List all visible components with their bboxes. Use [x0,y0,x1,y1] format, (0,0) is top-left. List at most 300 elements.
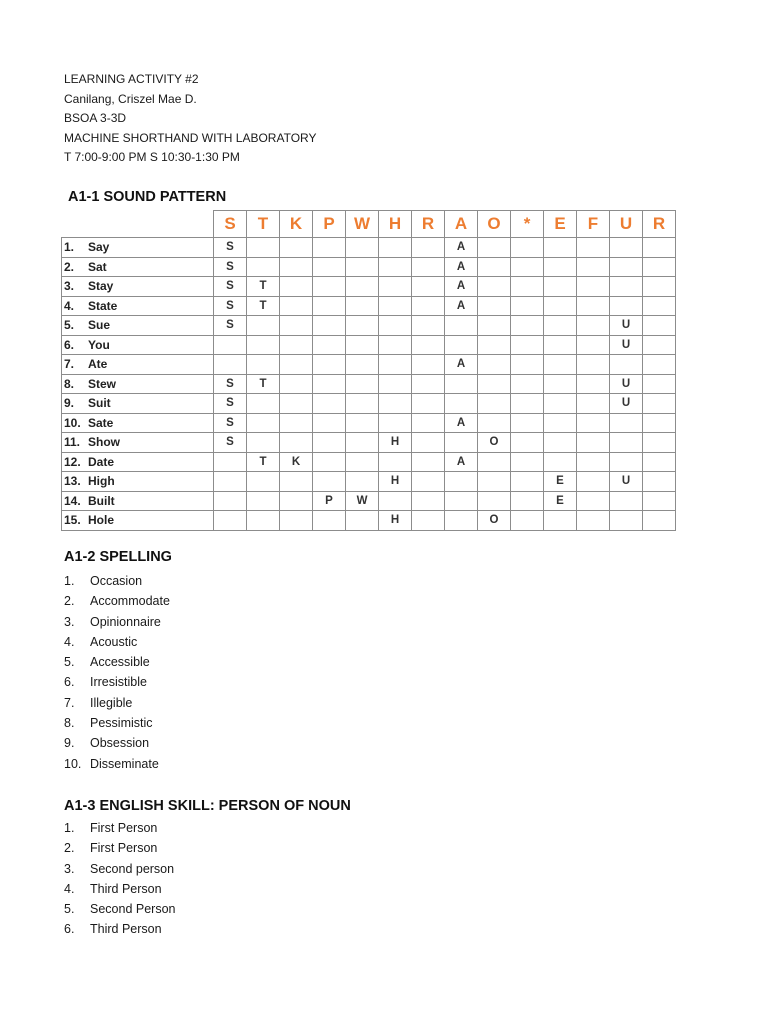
key-cell [511,355,544,375]
key-cell: U [610,472,643,492]
key-cell: A [445,257,478,277]
key-cell: S [214,277,247,297]
key-cell: S [214,316,247,336]
key-cell: E [544,472,577,492]
key-cell [247,238,280,258]
row-number: 3. [64,279,75,294]
key-cell [346,316,379,336]
key-cell [247,257,280,277]
key-cell [478,452,511,472]
list-number: 4. [64,634,75,649]
key-cell [445,374,478,394]
key-cell [478,238,511,258]
list-number: 6. [64,675,75,690]
key-cell [280,355,313,375]
word-cell [62,452,214,472]
key-header-cell: P [313,211,346,238]
list-number: 8. [64,716,75,731]
person-of-noun-title: A1-3 ENGLISH SKILL: PERSON OF NOUN [64,798,351,814]
word-cell [62,394,214,414]
key-header-cell: E [544,211,577,238]
key-cell [478,277,511,297]
key-cell [313,257,346,277]
key-cell [247,511,280,531]
key-cell: T [247,296,280,316]
key-cell [379,257,412,277]
key-cell [511,335,544,355]
person-of-noun-list [64,818,175,940]
list-text: Third Person [90,922,162,937]
key-cell [412,452,445,472]
key-cell [478,394,511,414]
key-header-cell: R [412,211,445,238]
list-text: Third Person [90,881,162,896]
row-number: 6. [64,337,75,352]
key-cell [280,394,313,414]
key-cell [577,472,610,492]
word-label: Suit [88,396,111,411]
key-cell: S [214,296,247,316]
key-cell: A [445,452,478,472]
word-label: State [88,298,118,313]
key-cell [544,394,577,414]
word-label: Stay [88,279,114,294]
list-text: Pessimistic [90,716,153,731]
key-cell [577,257,610,277]
list-number: 5. [64,655,75,670]
key-cell [478,355,511,375]
key-cell [544,238,577,258]
list-number: 7. [64,695,75,710]
key-cell: S [214,413,247,433]
list-number: 1. [64,821,75,835]
key-cell [643,433,676,453]
key-cell [346,413,379,433]
key-cell: A [445,413,478,433]
key-cell [511,511,544,531]
list-item [64,571,170,591]
word-cell [62,472,214,492]
key-cell [577,452,610,472]
list-text: Second person [90,861,175,876]
key-cell [412,335,445,355]
key-cell [544,296,577,316]
key-cell [445,472,478,492]
list-item [64,818,175,838]
key-cell [610,277,643,297]
schedule: T 7:00-9:00 PM S 10:30-1:30 PM [64,150,240,164]
list-text: First Person [90,821,158,835]
key-cell [379,374,412,394]
key-cell [544,511,577,531]
key-cell [379,296,412,316]
student-name: Canilang, Criszel Mae D. [64,91,197,106]
key-cell: E [544,491,577,511]
word-label: Sat [88,259,107,274]
key-cell [544,335,577,355]
key-cell [511,433,544,453]
key-cell [577,374,610,394]
key-cell [412,296,445,316]
table-row [62,316,676,336]
key-header-cell: * [511,211,544,238]
list-number: 9. [64,736,75,751]
row-number: 13. [64,474,81,489]
key-cell [577,335,610,355]
key-cell [280,413,313,433]
key-cell [643,452,676,472]
key-cell [379,452,412,472]
list-number: 6. [64,922,75,937]
word-cell [62,238,214,258]
key-cell [247,316,280,336]
key-header-cell: S [214,211,247,238]
list-text: Opinionnaire [90,614,161,629]
key-cell [214,335,247,355]
table-row [62,452,676,472]
key-cell [577,433,610,453]
key-header-cell: K [280,211,313,238]
key-cell: A [445,277,478,297]
key-cell [544,433,577,453]
key-cell [445,316,478,336]
row-number: 11. [64,435,81,450]
key-cell [643,511,676,531]
table-row [62,296,676,316]
key-cell [511,413,544,433]
key-header-cell: R [643,211,676,238]
key-cell [577,355,610,375]
key-cell [247,394,280,414]
key-header-cell: F [577,211,610,238]
key-cell [643,257,676,277]
word-label: Hole [88,513,115,528]
key-cell [379,277,412,297]
header-blank-cell [62,211,214,238]
key-cell [346,452,379,472]
key-cell [346,296,379,316]
word-label: Say [88,240,110,255]
list-item [64,591,170,611]
key-cell [247,433,280,453]
key-cell [445,433,478,453]
key-cell: A [445,238,478,258]
word-cell [62,433,214,453]
key-cell [478,491,511,511]
list-number: 10. [64,756,82,771]
row-number: 7. [64,357,75,372]
key-cell [247,335,280,355]
sound-pattern-table [61,210,676,531]
key-cell [610,238,643,258]
key-cell [379,238,412,258]
key-cell [445,491,478,511]
key-cell [379,355,412,375]
key-cell [511,452,544,472]
list-item [64,919,175,939]
key-cell [445,394,478,414]
key-cell [313,472,346,492]
key-cell [577,511,610,531]
list-item [64,859,175,879]
key-cell: H [379,433,412,453]
key-cell [412,316,445,336]
key-cell: T [247,374,280,394]
list-number: 1. [64,574,75,588]
key-cell [511,296,544,316]
row-number: 5. [64,318,75,333]
list-item [64,879,175,899]
key-cell: K [280,452,313,472]
key-cell [280,491,313,511]
key-cell: A [445,355,478,375]
key-cell [346,394,379,414]
word-label: You [88,337,110,352]
list-text: Disseminate [90,756,159,771]
word-cell [62,511,214,531]
key-cell [214,491,247,511]
spelling-list [64,571,170,774]
key-cell: U [610,316,643,336]
list-item [64,693,170,713]
word-label: High [88,474,115,489]
key-cell [412,394,445,414]
key-cell [412,374,445,394]
word-cell [62,413,214,433]
list-text: First Person [90,841,158,856]
key-cell [313,452,346,472]
key-cell [247,413,280,433]
key-cell [280,238,313,258]
word-cell [62,355,214,375]
key-cell [412,413,445,433]
key-cell: H [379,511,412,531]
key-cell [280,374,313,394]
key-cell [511,491,544,511]
key-cell [313,433,346,453]
key-cell [346,257,379,277]
key-cell [643,277,676,297]
key-cell: S [214,238,247,258]
key-cell [280,277,313,297]
row-number: 10. [64,415,81,430]
key-cell: O [478,433,511,453]
row-number: 8. [64,376,75,391]
key-cell [313,413,346,433]
list-text: Accommodate [90,594,170,609]
key-cell [445,335,478,355]
key-cell [379,491,412,511]
key-cell [214,452,247,472]
key-cell [313,511,346,531]
list-item [64,754,170,774]
key-cell [643,413,676,433]
key-cell [577,394,610,414]
key-cell: T [247,452,280,472]
list-text: Second Person [90,902,176,917]
key-cell [313,316,346,336]
key-cell: H [379,472,412,492]
table-row [62,374,676,394]
key-cell [544,374,577,394]
key-cell [214,511,247,531]
key-cell [511,316,544,336]
list-item [64,632,170,652]
key-cell [280,296,313,316]
key-cell [412,257,445,277]
key-cell [313,296,346,316]
key-cell [412,433,445,453]
word-label: Show [88,435,120,450]
word-cell [62,257,214,277]
key-cell [643,296,676,316]
table-row [62,491,676,511]
key-cell [445,511,478,531]
key-cell [280,433,313,453]
spelling-title: A1-2 SPELLING [64,549,172,565]
key-cell [346,374,379,394]
key-cell [346,433,379,453]
table-row [62,394,676,414]
word-label: Date [88,454,115,469]
key-cell [280,472,313,492]
key-cell [544,316,577,336]
word-cell [62,491,214,511]
key-cell [478,335,511,355]
key-cell [610,452,643,472]
key-cell [577,296,610,316]
key-cell [247,355,280,375]
key-cell [577,413,610,433]
word-label: Stew [88,376,117,391]
document-header [64,70,316,168]
key-cell [280,257,313,277]
table-row [62,257,676,277]
word-label: Sate [88,415,114,430]
row-number: 14. [64,493,81,508]
key-cell [313,335,346,355]
key-cell [280,316,313,336]
list-number: 5. [64,902,75,917]
list-item [64,713,170,733]
key-cell [379,413,412,433]
key-cell [610,511,643,531]
key-cell [610,433,643,453]
key-cell [577,316,610,336]
row-number: 4. [64,298,75,313]
key-cell [544,355,577,375]
key-cell [412,472,445,492]
key-cell [478,472,511,492]
list-number: 3. [64,614,75,629]
key-cell [313,277,346,297]
key-cell [346,277,379,297]
word-label: Sue [88,318,111,333]
key-cell [412,491,445,511]
course-name: MACHINE SHORTHAND WITH LABORATORY [64,130,317,145]
key-cell [643,335,676,355]
table-row [62,472,676,492]
list-item [64,652,170,672]
key-cell [247,491,280,511]
key-cell [511,257,544,277]
list-item [64,899,175,919]
word-cell [62,296,214,316]
key-cell: S [214,433,247,453]
key-cell [643,316,676,336]
key-cell [247,472,280,492]
list-text: Accessible [90,655,150,670]
key-cell [610,296,643,316]
table-row [62,511,676,531]
key-cell: S [214,394,247,414]
list-item [64,838,175,858]
key-header-cell: U [610,211,643,238]
list-item [64,672,170,692]
key-cell [379,394,412,414]
key-cell: W [346,491,379,511]
key-cell [643,238,676,258]
word-cell [62,335,214,355]
list-text: Acoustic [90,634,138,649]
key-cell [214,355,247,375]
row-number: 2. [64,259,75,274]
list-number: 3. [64,861,75,876]
key-cell [544,413,577,433]
key-cell [313,374,346,394]
key-cell: T [247,277,280,297]
key-cell [478,413,511,433]
row-number: 12. [64,454,81,469]
key-cell [610,355,643,375]
list-number: 2. [64,841,75,856]
list-text: Irresistible [90,675,147,690]
key-cell [346,335,379,355]
key-cell [511,277,544,297]
key-cell: S [214,257,247,277]
key-cell [511,394,544,414]
table-row [62,433,676,453]
key-cell [379,335,412,355]
key-cell [643,355,676,375]
key-cell [412,238,445,258]
table-row [62,355,676,375]
key-cell [478,316,511,336]
key-cell [544,257,577,277]
row-number: 9. [64,396,75,411]
key-cell [511,374,544,394]
key-cell [346,511,379,531]
list-number: 2. [64,594,75,609]
list-text: Illegible [90,695,133,710]
key-cell [511,238,544,258]
key-header-cell: O [478,211,511,238]
key-cell [478,374,511,394]
key-cell [610,491,643,511]
sound-pattern-title: A1-1 SOUND PATTERN [68,189,227,205]
section-code: BSOA 3-3D [64,111,127,125]
key-cell [478,257,511,277]
key-cell [412,355,445,375]
list-number: 4. [64,881,75,896]
key-cell [379,316,412,336]
key-cell: A [445,296,478,316]
word-label: Built [88,493,115,508]
table-row [62,413,676,433]
word-cell [62,374,214,394]
key-cell [544,277,577,297]
key-cell [280,511,313,531]
